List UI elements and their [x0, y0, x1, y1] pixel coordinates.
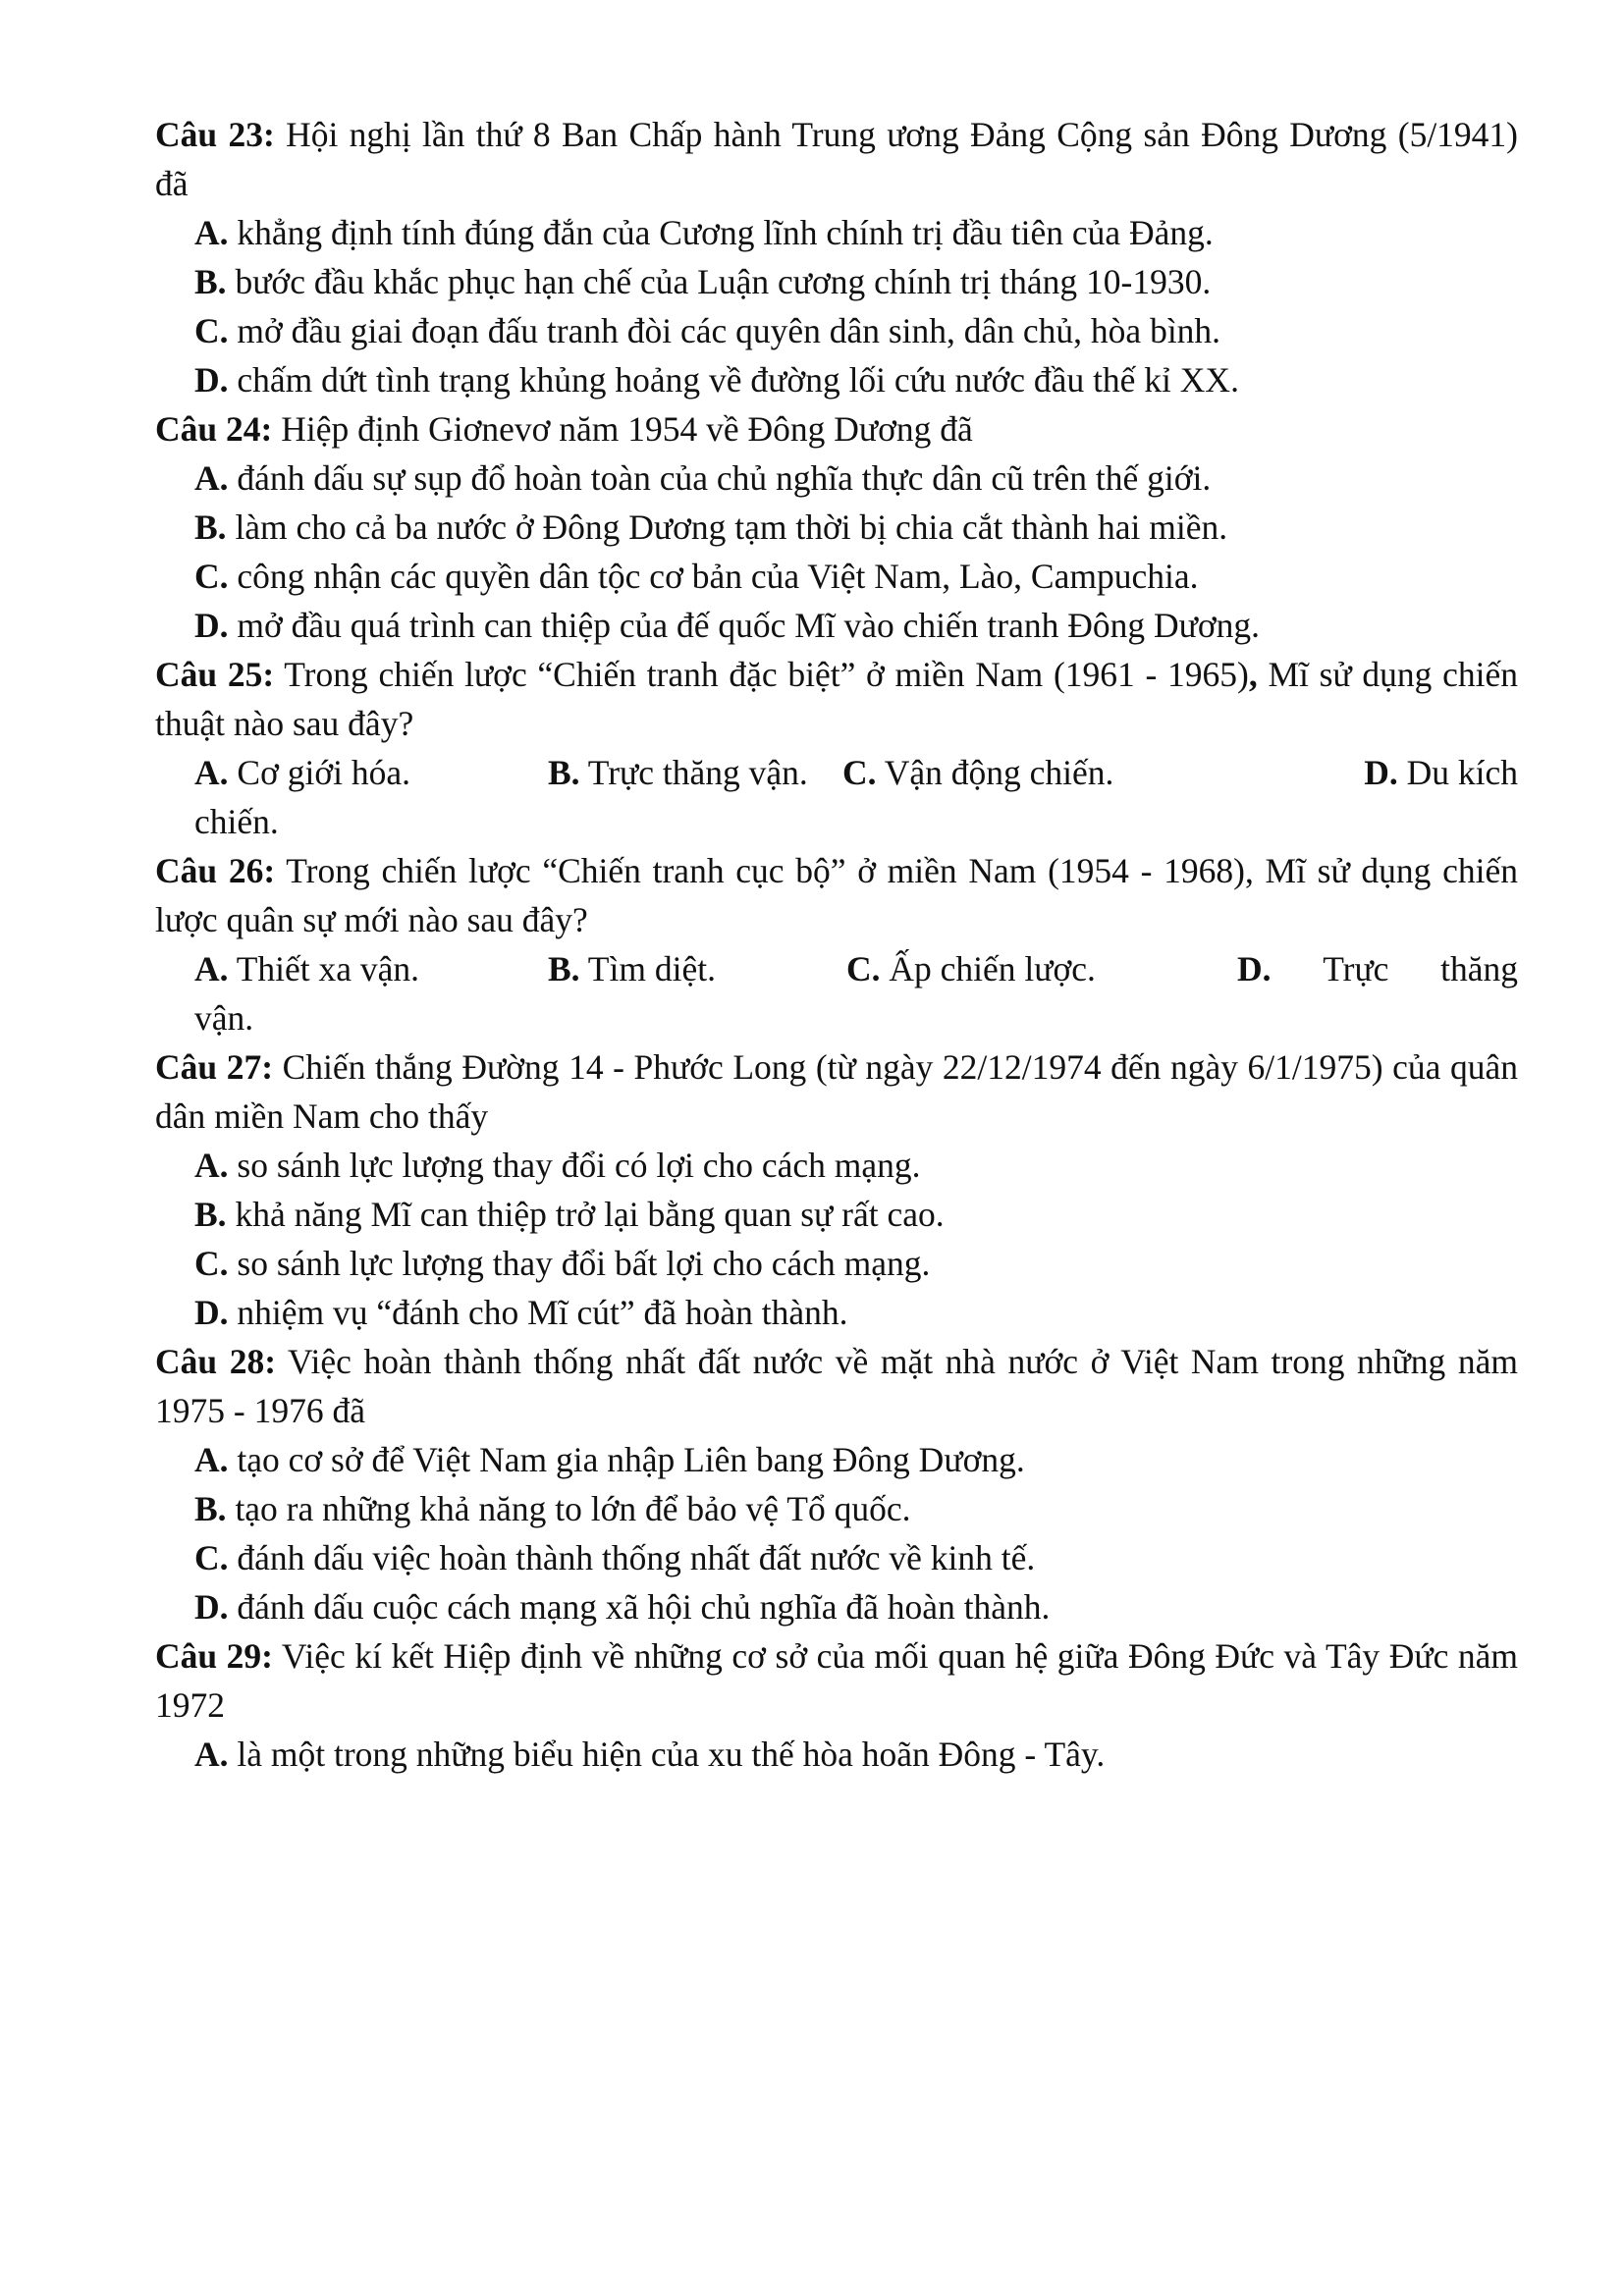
question-stem — [155, 404, 1518, 454]
question-text: Hội nghị lần thứ 8 Ban Chấp hành Trung ương Đảng Cộng sản Đông Dương (5/1941) đã — [155, 115, 1519, 203]
options-row — [194, 944, 1518, 1042]
question-label: Câu 28: — [155, 1342, 277, 1381]
question-stem — [155, 1631, 1518, 1730]
option-d: D. chấm dứt tình trạng khủng hoảng về đường lối cứu nước đầu thế kỉ XX. — [194, 360, 1239, 400]
options-row — [194, 748, 1518, 846]
question-25 — [155, 650, 1518, 846]
option-c: C. Vận động chiến. — [842, 753, 1114, 792]
option-a: A. là một trong những biểu hiện của xu thế hòa hoãn Đông - Tây. — [194, 1735, 1106, 1774]
option-a: A. so sánh lực lượng thay đổi có lợi cho cách mạng. — [194, 1146, 921, 1185]
question-text: Trong chiến lược “Chiến tranh cục bộ” ở miền Nam (1954 - 1968), Mĩ sử dụng chiến lược quân sự mới nào sau đây? — [155, 851, 1519, 939]
option-b: B. bước đầu khắc phục hạn chế của Luận cương chính trị tháng 10-1930. — [194, 262, 1212, 301]
option-d: D. Du kích — [1364, 753, 1518, 792]
question-text: Việc kí kết Hiệp định về những cơ sở của mối quan hệ giữa Đông Đức và Tây Đức năm 1972 — [155, 1636, 1518, 1725]
option-d: D. đánh dấu cuộc cách mạng xã hội chủ nghĩa đã hoàn thành. — [194, 1587, 1051, 1627]
question-label: Câu 23: — [155, 115, 275, 154]
question-label: Câu 27: — [155, 1047, 274, 1087]
option-a: A. Cơ giới hóa. — [194, 753, 410, 792]
option-continuation: chiến. — [194, 802, 279, 841]
option-continuation: vận. — [194, 998, 254, 1038]
question-23 — [155, 110, 1518, 404]
option-b: B. tạo ra những khả năng to lớn để bảo vệ Tổ quốc. — [194, 1489, 911, 1528]
question-27 — [155, 1042, 1518, 1337]
question-stem — [155, 846, 1518, 944]
option-c: C. đánh dấu việc hoàn thành thống nhất đất nước về kinh tế. — [194, 1538, 1036, 1577]
question-text: Chiến thắng Đường 14 - Phước Long (từ ngày 22/12/1974 đến ngày 6/1/1975) của quân dân miền Nam cho thấy — [155, 1047, 1519, 1136]
option-c: C. mở đầu giai đoạn đấu tranh đòi các quyên dân sinh, dân chủ, hòa bình. — [194, 311, 1221, 350]
option-a: A. khẳng định tính đúng đắn của Cương lĩnh chính trị đầu tiên của Đảng. — [194, 213, 1214, 252]
option-b: B. Trực thăng vận. — [548, 753, 808, 792]
option-c: C. so sánh lực lượng thay đổi bất lợi cho cách mạng. — [194, 1244, 931, 1283]
exam-page — [155, 110, 1518, 1779]
question-stem — [155, 110, 1518, 208]
option-a: A. Thiết xa vận. — [194, 949, 420, 988]
question-29 — [155, 1631, 1518, 1779]
question-label: Câu 25: — [155, 655, 275, 694]
question-stem — [155, 1337, 1518, 1435]
question-stem: Câu 25: Trong chiến lược “Chiến tranh đặc biệt” ở miền Nam (1961 - 1965), Mĩ sử dụng chiến thuật nào sau đây? — [155, 655, 1518, 743]
question-stem — [155, 1042, 1518, 1141]
option-a: A. tạo cơ sở để Việt Nam gia nhập Liên bang Đông Dương. — [194, 1440, 1025, 1479]
question-label: Câu 24: — [155, 409, 273, 449]
option-a: A. đánh dấu sự sụp đổ hoàn toàn của chủ nghĩa thực dân cũ trên thế giới. — [194, 458, 1212, 498]
option-c: C. công nhận các quyền dân tộc cơ bản của Việt Nam, Lào, Campuchia. — [194, 557, 1199, 596]
option-d: D. mở đầu quá trình can thiệp của đế quốc Mĩ vào chiến tranh Đông Dương. — [194, 606, 1261, 645]
option-b: B. làm cho cả ba nước ở Đông Dương tạm thời bị chia cắt thành hai miền. — [194, 507, 1228, 547]
question-text: Việc hoàn thành thống nhất đất nước về mặt nhà nước ở Việt Nam trong những năm 1975 - 1976 đã — [155, 1342, 1518, 1430]
option-c: C. Ấp chiến lược. — [846, 949, 1096, 988]
question-text: Hiệp định Giơnevơ năm 1954 về Đông Dương đã — [272, 409, 973, 449]
option-d: D. nhiệm vụ “đánh cho Mĩ cút” đã hoàn thành. — [194, 1293, 848, 1332]
question-label: Câu 29: — [155, 1636, 273, 1676]
question-26 — [155, 846, 1518, 1042]
question-label: Câu 26: — [155, 851, 276, 890]
option-b: B. khả năng Mĩ can thiệp trở lại bằng quan sự rất cao. — [194, 1195, 945, 1234]
question-24 — [155, 404, 1518, 650]
question-28 — [155, 1337, 1518, 1631]
option-b: B. Tìm diệt. — [548, 949, 716, 988]
option-d: D. Trực thăng — [1237, 949, 1518, 988]
